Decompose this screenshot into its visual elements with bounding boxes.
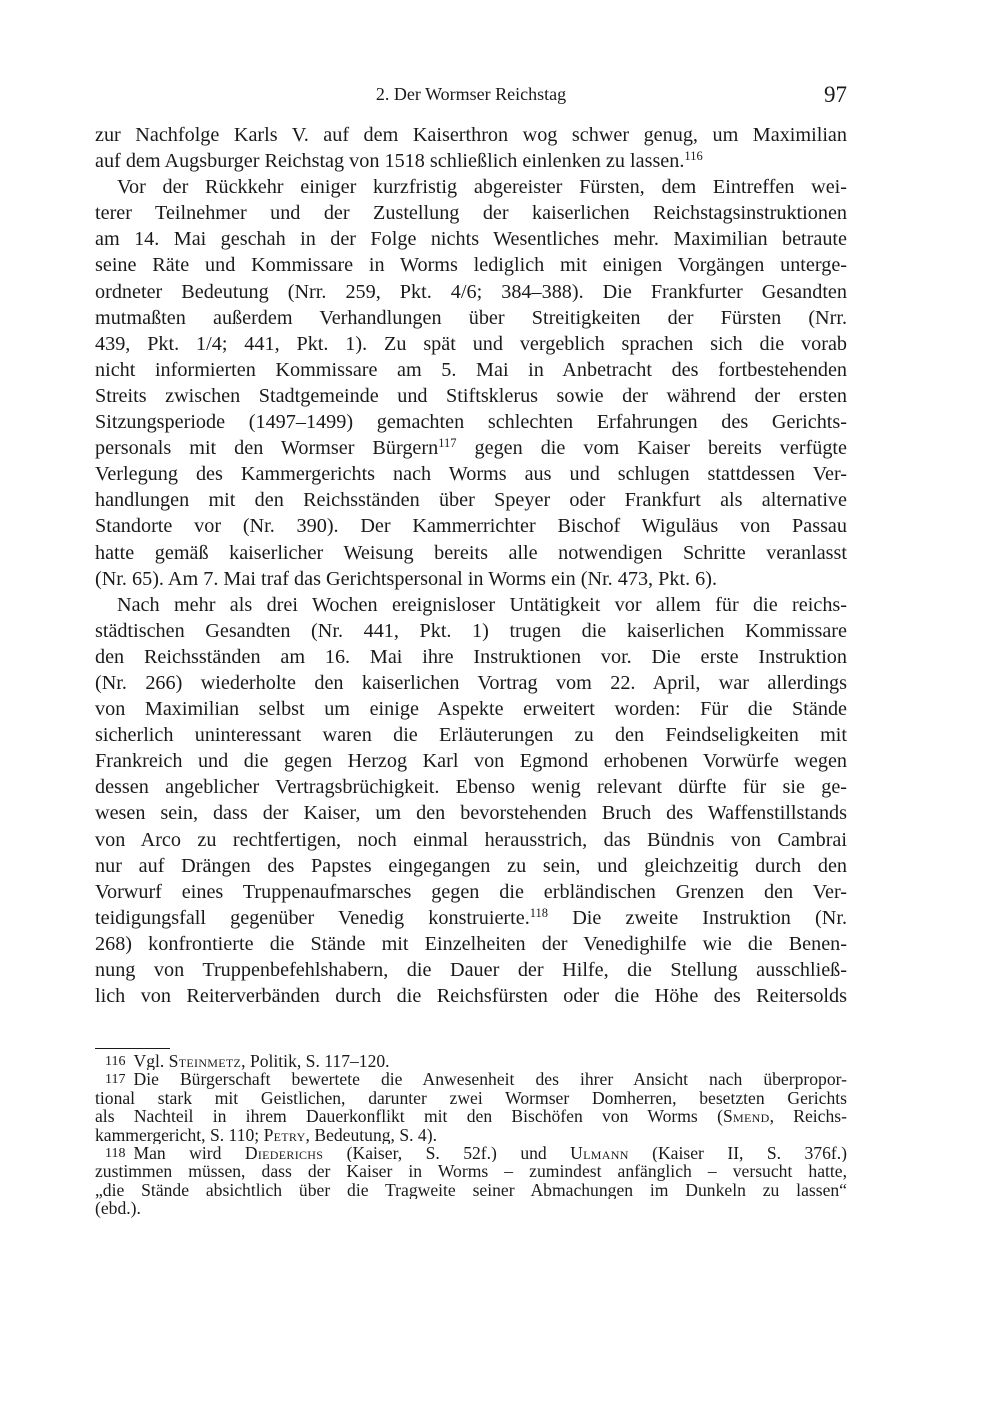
text-line: am 14. Mai geschah in der Folge nichts Wesentliches mehr. Maximilian betraute bbox=[95, 228, 847, 251]
text-line: Streits zwischen Stadtgemeinde und Stiftsklerus sowie der während der ersten bbox=[95, 384, 847, 407]
text-fragment: personals mit den Wormser Bürgern bbox=[95, 437, 439, 460]
text-line: Sitzungsperiode (1497–1499) gemachten schlechten Erfahrungen des Gerichts- bbox=[95, 411, 847, 434]
text-fragment: (Kaiser II, S. 376f.) bbox=[628, 1143, 847, 1163]
text-fragment: teidigungsfall gegenüber Venedig konstruierte. bbox=[95, 906, 530, 929]
text-line: hatte gemäß kaiserlicher Weisung bereits alle notwendigen Schritte veranlasst bbox=[95, 541, 847, 564]
text-line: handlungen mit den Reichsständen über Speyer oder Frankfurt als alternative bbox=[95, 489, 847, 512]
footnote-ref-118: 118 bbox=[529, 905, 549, 920]
text-fragment: , Bedeutung, S. 4). bbox=[305, 1125, 437, 1144]
text-line: 268) konfrontierte die Stände mit Einzelheiten der Venedighilfe wie die Benen- bbox=[95, 932, 847, 955]
text-line: Vor der Rückkehr einiger kurzfristig abgereister Fürsten, dem Eintreffen wei- bbox=[117, 176, 847, 199]
text-line: mutmaßten außerdem Verhandlungen über Streitigkeiten der Fürsten (Nrr. bbox=[95, 306, 847, 329]
footnote-line: „die Stände absichtlich über die Tragweite seiner Abmachungen im Dunkeln zu lassen“ bbox=[95, 1180, 847, 1200]
footnote-ref-116: 116 bbox=[684, 149, 703, 164]
text-line: ordneter Bedeutung (Nrr. 259, Pkt. 4/6; 384–388). Die Frankfurter Gesandten bbox=[95, 280, 847, 303]
running-head bbox=[95, 82, 847, 110]
footnote-line: zustimmen müssen, dass der Kaiser in Worms – zumindest anfänglich – versucht hatte, bbox=[95, 1162, 847, 1181]
footnote-separator bbox=[95, 1048, 170, 1049]
text-line: zur Nachfolge Karls V. auf dem Kaiserthron wog schwer genug, um Maximilian bbox=[95, 124, 847, 146]
footnote-117 bbox=[95, 1070, 847, 1144]
text-fragment: auf dem Augsburger Reichstag von 1518 schließlich einlenken zu lassen. bbox=[95, 150, 685, 173]
text-line: wesen sein, dass der Kaiser, um den bevorstehenden Bruch des Waffenstillstands bbox=[95, 802, 847, 825]
text-fragment: Die Bürgerschaft bewertete die Anwesenheit des ihrer Ansicht nach überpropor- bbox=[133, 1070, 847, 1089]
footnote-number: 118 bbox=[105, 1145, 126, 1161]
footnote-line bbox=[95, 1107, 847, 1125]
author-name: Steinmetz bbox=[168, 1052, 242, 1071]
text-line bbox=[95, 905, 847, 931]
chapter-title: 2. Der Wormser Reichstag bbox=[375, 84, 567, 104]
footnote-line bbox=[95, 1126, 847, 1144]
author-name: Smend bbox=[722, 1107, 770, 1126]
footnote-line: tional stark mit Geistlichen, darunter zwei Wormser Domherren, besetzten Gerichts bbox=[95, 1088, 847, 1108]
footnote-line bbox=[95, 1070, 847, 1088]
text-fragment: als Nachteil in ihrem Dauerkonflikt mit den Bischöfen von Worms ( bbox=[95, 1107, 723, 1126]
footnote-line bbox=[95, 1052, 847, 1070]
text-line: von Arco zu rechtfertigen, noch einmal herausstrich, das Bündnis von Cambrai bbox=[95, 828, 847, 851]
footnote-number: 117 bbox=[105, 1072, 126, 1088]
text-fragment: , Reichs- bbox=[769, 1107, 847, 1126]
text-line: nicht informierten Kommissare am 5. Mai in Anbetracht des fortbestehenden bbox=[95, 358, 847, 381]
text-fragment: Vgl. bbox=[133, 1052, 169, 1071]
footnote-118 bbox=[95, 1144, 847, 1218]
text-line: (Nr. 65). Am 7. Mai traf das Gerichtspersonal in Worms ein (Nr. 473, Pkt. 6). bbox=[95, 567, 718, 590]
text-line: terer Teilnehmer und der Zustellung der kaiserlichen Reichstagsinstruktionen bbox=[95, 202, 847, 225]
text-fragment: (Kaiser, S. 52f.) und bbox=[323, 1143, 571, 1163]
footnote-line: (ebd.). bbox=[95, 1199, 141, 1218]
footnotes bbox=[95, 1052, 847, 1218]
text-fragment: Die zweite Instruktion (Nr. bbox=[572, 906, 847, 929]
text-line: sicherlich uninteressant waren die Erläuterungen zu den Feindseligkeiten mit bbox=[95, 724, 847, 747]
text-line: 439, Pkt. 1/4; 441, Pkt. 1). Zu spät und vergeblich sprachen sich die vorab bbox=[95, 332, 847, 355]
page-number: 97 bbox=[824, 82, 847, 107]
main-text bbox=[95, 122, 847, 1009]
text-line: Verlegung des Kammergerichts nach Worms aus und schlugen stattdessen Ver- bbox=[95, 463, 847, 486]
text-line bbox=[95, 435, 847, 461]
text-fragment: , Politik, S. 117–120. bbox=[241, 1052, 390, 1071]
text-line bbox=[95, 148, 847, 174]
text-line: städtischen Gesandten (Nr. 441, Pkt. 1) trugen die kaiserlichen Kommissare bbox=[95, 619, 847, 642]
text-line: (Nr. 266) wiederholte den kaiserlichen Vortrag vom 22. April, war allerdings bbox=[95, 671, 847, 694]
text-fragment: Man wird bbox=[133, 1143, 245, 1163]
footnote-number: 116 bbox=[105, 1054, 126, 1069]
text-line: Nach mehr als drei Wochen ereignisloser Untätigkeit vor allem für die reichs- bbox=[117, 593, 847, 616]
text-line: Vorwurf eines Truppenaufmarsches gegen die erbländischen Grenzen den Ver- bbox=[95, 880, 847, 903]
text-fragment: gegen die vom Kaiser bereits verfügte bbox=[474, 437, 847, 460]
text-line: dessen angeblicher Vertragsbrüchigkeit. Ebenso wenig relevant dürfte für sie ge- bbox=[95, 776, 847, 799]
text-line: lich von Reiterverbänden durch die Reichsfürsten oder die Höhe des Reitersolds bbox=[95, 985, 847, 1008]
text-line: von Maximilian selbst um einige Aspekte erweitert worden: Für die Stände bbox=[95, 698, 847, 721]
footnote-line bbox=[95, 1144, 847, 1162]
author-name: Diederichs bbox=[244, 1143, 324, 1163]
text-line: seine Räte und Kommissare in Worms lediglich mit einigen Vorgängen unterge- bbox=[95, 254, 847, 277]
author-name: Ulmann bbox=[570, 1143, 629, 1163]
footnote-116 bbox=[95, 1052, 847, 1070]
text-line: Standorte vor (Nr. 390). Der Kammerrichter Bischof Wiguläus von Passau bbox=[95, 515, 847, 538]
author-name: Petry bbox=[263, 1125, 306, 1144]
text-fragment: kammergericht, S. 110; bbox=[95, 1125, 264, 1144]
text-line: Frankreich und die gegen Herzog Karl von Egmond erhobenen Vorwürfe wegen bbox=[95, 750, 847, 773]
text-line: den Reichsständen am 16. Mai ihre Instruktionen vor. Die erste Instruktion bbox=[95, 645, 847, 668]
text-line: nur auf Drängen des Papstes eingegangen zu sein, und gleichzeitig durch den bbox=[95, 854, 847, 877]
text-line: nung von Truppenbefehlshabern, die Dauer der Hilfe, die Stellung ausschließ- bbox=[95, 959, 847, 981]
footnote-ref-117: 117 bbox=[438, 436, 457, 451]
